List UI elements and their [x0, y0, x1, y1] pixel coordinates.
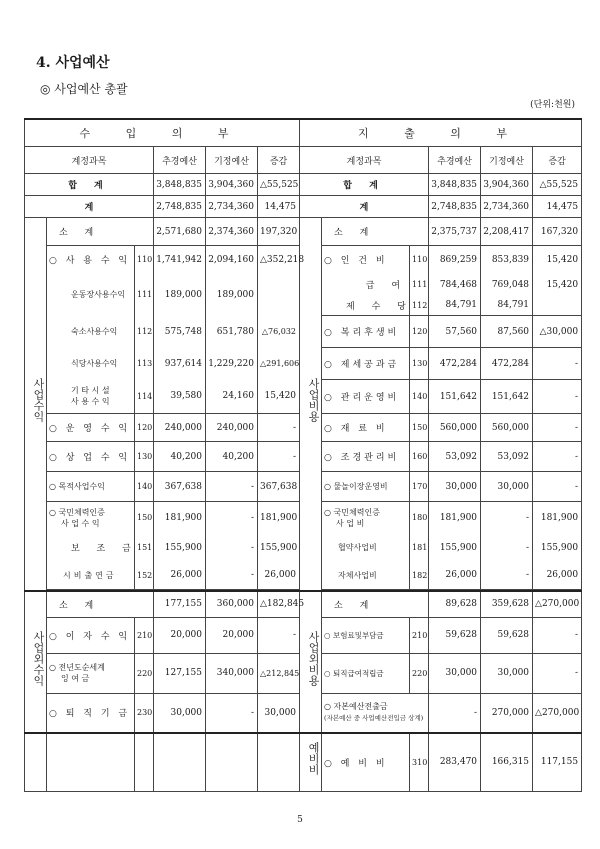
- cell: 575,748: [154, 316, 206, 348]
- cell: -: [481, 534, 533, 562]
- cell: -: [481, 502, 533, 534]
- account-code: 181: [410, 534, 429, 562]
- cell: 472,284: [429, 348, 481, 380]
- cell: △212,845: [258, 653, 300, 693]
- cell: 14,475: [533, 196, 582, 218]
- empty-cell: [135, 733, 154, 791]
- account-code: 160: [410, 442, 429, 472]
- cell: -: [481, 562, 533, 590]
- cell: 189,000: [206, 274, 258, 316]
- cell: 2,374,360: [206, 218, 258, 246]
- col-est: 추경예산: [429, 147, 481, 174]
- biz-expense-side-label: [300, 218, 322, 592]
- section-subtitle: ◎ 사업예산 총괄: [40, 82, 128, 96]
- cell: 189,000: [154, 274, 206, 316]
- empty-cell: [154, 733, 206, 791]
- sum-label: 계: [25, 196, 154, 218]
- empty-cell: [206, 733, 258, 791]
- cell: 117,155: [533, 733, 582, 791]
- cell: 30,000: [481, 472, 533, 502]
- account-name: [47, 380, 135, 414]
- cell: 15,420: [258, 380, 300, 414]
- cell: -: [206, 693, 258, 733]
- name-line: 사 업 비: [336, 518, 365, 528]
- account-name: ○ 예 비 비: [322, 733, 410, 791]
- cell: 24,160: [206, 380, 258, 414]
- cell: 472,284: [481, 348, 533, 380]
- account-name: ○ 퇴 직 기 금: [47, 693, 135, 733]
- sum-row: [25, 196, 582, 218]
- cell: 30,000: [429, 472, 481, 502]
- cell: 367,638: [154, 472, 206, 502]
- account-name: ○ 퇴직급여적립금: [322, 653, 410, 693]
- section-title: 4. 사업예산: [36, 55, 110, 71]
- cell: △55,525: [258, 174, 300, 196]
- account-code: 150: [410, 414, 429, 442]
- cell: 26,000: [429, 562, 481, 590]
- subtotal-label: 소 계: [47, 591, 154, 617]
- cell: -: [206, 472, 258, 502]
- col-prev: 기정예산: [481, 147, 533, 174]
- column-header-row: [25, 147, 582, 174]
- account-name: 제 수 당: [322, 296, 410, 316]
- account-code: 151: [135, 534, 154, 562]
- page-number: 5: [297, 815, 303, 825]
- empty-cell: [258, 733, 300, 791]
- account-name: ○ 복리후생비: [322, 316, 410, 348]
- cell: -: [533, 653, 582, 693]
- cell: 151,642: [481, 380, 533, 414]
- cell: 155,900: [533, 534, 582, 562]
- cell: 181,900: [258, 502, 300, 534]
- account-name: ○ 운 영 수 익: [47, 414, 135, 442]
- cell: 2,571,680: [154, 218, 206, 246]
- cell: 166,315: [481, 733, 533, 791]
- account-name: ○ 인 건 비: [322, 246, 410, 274]
- cell: 181,900: [429, 502, 481, 534]
- cell: △55,525: [533, 174, 582, 196]
- empty-cell: [47, 733, 135, 791]
- cell: 1,741,942: [154, 246, 206, 274]
- cell: 2,375,737: [429, 218, 481, 246]
- cell: 167,320: [533, 218, 582, 246]
- account-name: 보 조 금: [47, 534, 135, 562]
- account-name: [47, 653, 135, 693]
- name-line: 사 업 수 익: [61, 518, 100, 528]
- cell: -: [533, 472, 582, 502]
- cell: 26,000: [533, 562, 582, 590]
- cell: 3,848,835: [429, 174, 481, 196]
- cell: 15,420: [533, 274, 582, 296]
- cell: -: [429, 693, 481, 733]
- cell: 181,900: [533, 502, 582, 534]
- total-label: 합 계: [300, 174, 429, 196]
- cell: 3,904,360: [481, 174, 533, 196]
- cell: -: [258, 414, 300, 442]
- account-code: 110: [135, 246, 154, 274]
- income-header: 수 입 의 부: [25, 119, 300, 147]
- account-code: 110: [410, 246, 429, 274]
- cell: 560,000: [429, 414, 481, 442]
- cell: 20,000: [154, 617, 206, 653]
- cell: 240,000: [154, 414, 206, 442]
- cell: 87,560: [481, 316, 533, 348]
- cell: 3,848,835: [154, 174, 206, 196]
- side-label-text: 예비비: [307, 741, 321, 775]
- cell: 2,208,417: [481, 218, 533, 246]
- cell: 2,094,160: [206, 246, 258, 274]
- cell: -: [533, 442, 582, 472]
- account-name: 운동장사용수익: [47, 274, 135, 316]
- cell: 30,000: [154, 693, 206, 733]
- account-code: 230: [135, 693, 154, 733]
- account-code: 114: [135, 380, 154, 414]
- cell: 59,628: [429, 617, 481, 653]
- account-code: 150: [135, 502, 154, 534]
- account-name: [47, 502, 135, 534]
- cell: -: [206, 502, 258, 534]
- cell: -: [533, 414, 582, 442]
- cell: 2,734,360: [206, 196, 258, 218]
- subtotal-label: 소 계: [322, 591, 429, 617]
- account-name: ○ 사 용 수 익: [47, 246, 135, 274]
- cell: 57,560: [429, 316, 481, 348]
- account-code: 120: [135, 414, 154, 442]
- account-name: ○ 재 료 비: [322, 414, 410, 442]
- cell: 40,200: [206, 442, 258, 472]
- side-label-text: 사업수익: [32, 378, 45, 422]
- cell: [533, 296, 582, 316]
- account-code: 220: [135, 653, 154, 693]
- cell: 84,791: [429, 296, 481, 316]
- reserve-row: [25, 733, 582, 791]
- side-label-text: 사업외수익: [32, 630, 45, 686]
- account-name: ○ 이 자 수 익: [47, 617, 135, 653]
- nonbiz-expense-side-label: [300, 591, 322, 733]
- cell: 283,470: [429, 733, 481, 791]
- cell: 53,092: [429, 442, 481, 472]
- cell: △76,032: [258, 316, 300, 348]
- col-account: 계정과목: [25, 147, 154, 174]
- account-name: ○ 목적사업수익: [47, 472, 135, 502]
- cell: 240,000: [206, 414, 258, 442]
- cell: -: [206, 562, 258, 590]
- cell: 155,900: [154, 534, 206, 562]
- cell: 155,900: [429, 534, 481, 562]
- cell: △270,000: [533, 591, 582, 617]
- account-code: 210: [135, 617, 154, 653]
- cell: -: [206, 534, 258, 562]
- cell: △270,000: [533, 693, 582, 733]
- cell: 560,000: [481, 414, 533, 442]
- subtotal-label: 소 계: [47, 218, 154, 246]
- account-name: [322, 693, 429, 733]
- cell: 270,000: [481, 693, 533, 733]
- cell: 151,642: [429, 380, 481, 414]
- name-line: ○ 자본예산전출금: [324, 702, 388, 712]
- cell: 53,092: [481, 442, 533, 472]
- cell: 127,155: [154, 653, 206, 693]
- account-code: 220: [410, 653, 429, 693]
- account-name: ○ 물놀이장운영비: [322, 472, 410, 502]
- account-code: 140: [410, 380, 429, 414]
- account-code: 111: [410, 274, 429, 296]
- cell: 340,000: [206, 653, 258, 693]
- cell: 2,748,835: [429, 196, 481, 218]
- cell: -: [258, 617, 300, 653]
- cell: 26,000: [154, 562, 206, 590]
- account-code: 140: [135, 472, 154, 502]
- cell: 181,900: [154, 502, 206, 534]
- unit-label: (단위:천원): [530, 100, 575, 110]
- account-code: 113: [135, 348, 154, 380]
- expense-header: 지 출 의 부: [300, 119, 582, 147]
- cell: 59,628: [481, 617, 533, 653]
- nonbiz-income-side-label: [25, 591, 47, 733]
- account-code: 310: [410, 733, 429, 791]
- account-name: 자체사업비: [322, 562, 410, 590]
- cell: 155,900: [258, 534, 300, 562]
- name-line: 사 용 수 익: [71, 397, 110, 407]
- cell: 30,000: [258, 693, 300, 733]
- side-label-text: 사업비용: [307, 378, 321, 422]
- col-diff: 증감: [533, 147, 582, 174]
- empty-cell: [25, 733, 47, 791]
- cell: 937,614: [154, 348, 206, 380]
- account-code: 152: [135, 562, 154, 590]
- cell: 2,748,835: [154, 196, 206, 218]
- account-name: [322, 502, 410, 534]
- cell: 89,628: [429, 591, 481, 617]
- account-name: ○ 상 업 수 익: [47, 442, 135, 472]
- account-code: 182: [410, 562, 429, 590]
- cell: 769,048: [481, 274, 533, 296]
- account-name: ○ 관리운영비: [322, 380, 410, 414]
- account-name: ○ 제세공과금: [322, 348, 410, 380]
- cell: 651,780: [206, 316, 258, 348]
- cell: 197,320: [258, 218, 300, 246]
- cell: 1,229,220: [206, 348, 258, 380]
- biz-subtotal-row: [25, 218, 582, 246]
- cell: -: [533, 617, 582, 653]
- account-code: 130: [135, 442, 154, 472]
- cell: 367,638: [258, 472, 300, 502]
- account-code: 112: [410, 296, 429, 316]
- name-line: ○ 전년도순세계: [49, 663, 105, 672]
- cell: △182,845: [258, 591, 300, 617]
- account-code: 120: [410, 316, 429, 348]
- account-name: 협약사업비: [322, 534, 410, 562]
- budget-summary-table: [24, 118, 582, 792]
- cell: △291,606: [258, 348, 300, 380]
- col-diff: 증감: [258, 147, 300, 174]
- side-label-text: 사업외비용: [307, 630, 321, 686]
- name-line: 잉 여 금: [61, 674, 90, 683]
- total-row: [25, 174, 582, 196]
- account-code: 180: [410, 502, 429, 534]
- account-code: 130: [410, 348, 429, 380]
- biz-income-side-label: [25, 218, 47, 592]
- account-code: 210: [410, 617, 429, 653]
- account-code: 170: [410, 472, 429, 502]
- cell: △352,218: [258, 246, 300, 274]
- cell: 40,200: [154, 442, 206, 472]
- cell: 15,420: [533, 246, 582, 274]
- subtotal-label: 소 계: [322, 218, 429, 246]
- cell: 30,000: [429, 653, 481, 693]
- account-code: 112: [135, 316, 154, 348]
- account-name: 숙소사용수익: [47, 316, 135, 348]
- col-est: 추경예산: [154, 147, 206, 174]
- cell: -: [533, 348, 582, 380]
- cell: 177,155: [154, 591, 206, 617]
- cell: 360,000: [206, 591, 258, 617]
- account-code: 111: [135, 274, 154, 316]
- account-name: 급 여: [322, 274, 410, 296]
- nonbiz-subtotal-row: [25, 591, 582, 617]
- cell: △30,000: [533, 316, 582, 348]
- col-account: 계정과목: [300, 147, 429, 174]
- cell: 2,734,360: [481, 196, 533, 218]
- cell: 26,000: [258, 562, 300, 590]
- cell: 359,628: [481, 591, 533, 617]
- cell: -: [258, 442, 300, 472]
- name-line: ○ 국민체력인증: [324, 507, 380, 517]
- cell: 84,791: [481, 296, 533, 316]
- cell: 14,475: [258, 196, 300, 218]
- cell: -: [533, 380, 582, 414]
- cell: 39,580: [154, 380, 206, 414]
- col-prev: 기정예산: [206, 147, 258, 174]
- name-line: (자본예산 중 사업예산전입금 상계): [324, 714, 424, 723]
- account-name: ○ 보험료및부담금: [322, 617, 410, 653]
- account-name: 시비출연금: [47, 562, 135, 590]
- cell: [258, 274, 300, 316]
- cell: 30,000: [481, 653, 533, 693]
- account-name: 식당사용수익: [47, 348, 135, 380]
- cell: 853,839: [481, 246, 533, 274]
- account-name: ○ 조경관리비: [322, 442, 410, 472]
- cell: 869,259: [429, 246, 481, 274]
- name-line: ○ 국민체력인증: [49, 507, 105, 517]
- cell: 784,468: [429, 274, 481, 296]
- name-line: 기 타 시 설: [71, 386, 110, 396]
- total-label: 합 계: [25, 174, 154, 196]
- cell: 3,904,360: [206, 174, 258, 196]
- table-header-row: [25, 119, 582, 147]
- reserve-side-label: [300, 733, 322, 791]
- cell: 20,000: [206, 617, 258, 653]
- sum-label: 계: [300, 196, 429, 218]
